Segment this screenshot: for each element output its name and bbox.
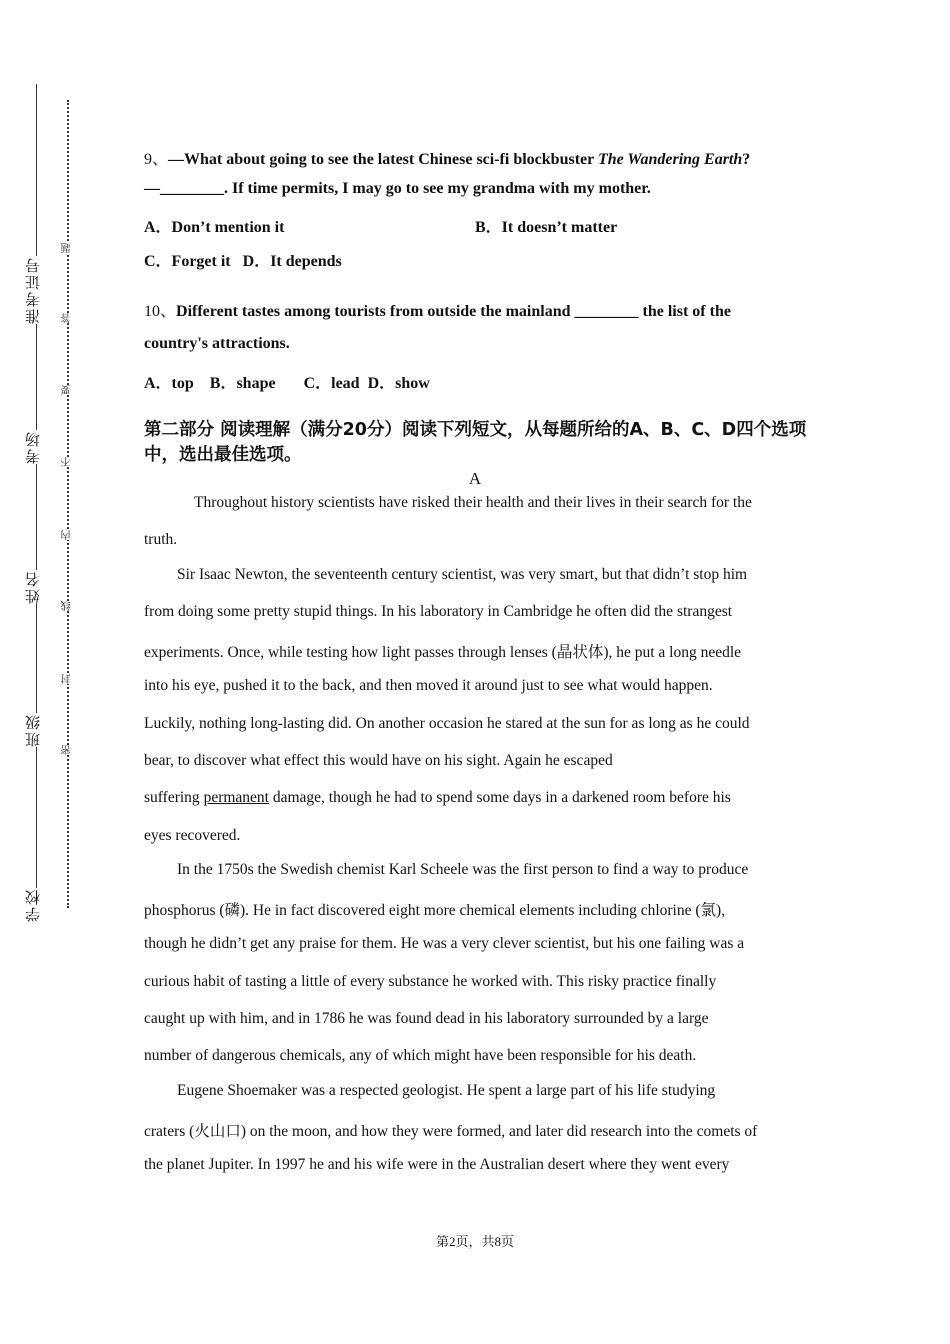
margin-label-class: 班级 xyxy=(20,713,46,747)
question-9-option-cd: C．Forget it D．It depends xyxy=(144,253,342,270)
seal-char: 题 xyxy=(60,243,76,253)
binding-outer-line xyxy=(36,84,37,919)
movie-title: The Wandering Earth xyxy=(597,151,743,168)
question-10-stem: 10、Different tastes among tourists from outside the mainland ________ the list of the xyxy=(144,303,731,320)
question-9-option-a: A．Don’t mention it xyxy=(144,219,285,236)
seal-dotted-line xyxy=(67,100,69,908)
question-9-stem: 9、—What about going to see the latest Chinese sci-fi blockbuster The Wandering Earth? xyxy=(144,151,751,168)
passage-line: Sir Isaac Newton, the seventeenth century scientist, was very smart, but that didn’t stop him xyxy=(177,566,748,583)
passage-line: number of dangerous chemicals, any of which might have been responsible for his death. xyxy=(144,1047,697,1064)
seal-char: 密 xyxy=(60,745,76,755)
section-title: 第二部分 阅读理解（满分20分）阅读下列短文，从每题所给的A、B、C、D四个选项中，选出最佳选项。 xyxy=(144,420,807,465)
question-10-options: A．top B．shape C．lead D．show xyxy=(144,375,430,392)
question-9-reply: —________. If time permits, I may go to see my grandma with my mother. xyxy=(144,180,651,197)
question-number: 9、 xyxy=(144,151,169,168)
passage-line: Throughout history scientists have risked their health and their lives in their search for the xyxy=(194,494,752,511)
margin-label-school: 学校 xyxy=(20,888,46,922)
margin-label-exam-room: 考场 xyxy=(20,430,46,464)
passage-line: Luckily, nothing long-lasting did. On another occasion he stared at the sun for as long as he could xyxy=(144,715,750,732)
seal-char: 要 xyxy=(60,385,76,395)
passage-line: phosphorus (磷). He in fact discovered eight more chemical elements including chlorine (氯), xyxy=(144,902,726,919)
question-number: 10、 xyxy=(144,303,177,320)
question-10-stem-cont: country's attractions. xyxy=(144,335,290,352)
passage-line: truth. xyxy=(144,531,178,548)
seal-char: 线 xyxy=(60,601,76,611)
passage-line: from doing some pretty stupid things. In his laboratory in Cambridge he often did the strangest xyxy=(144,603,733,620)
question-9-option-b: B．It doesn’t matter xyxy=(475,219,618,236)
margin-label-exam-id: 准考证号 xyxy=(20,256,46,324)
passage-line: though he didn’t get any praise for them. He was a very clever scientist, but his one failing was a xyxy=(144,935,745,952)
seal-char: 答 xyxy=(60,313,76,323)
passage-line: In the 1750s the Swedish chemist Karl Scheele was the first person to find a way to produce xyxy=(177,861,749,878)
passage-label: A xyxy=(468,469,482,488)
page-footer: 第2页，共8页 xyxy=(435,1234,514,1249)
passage-line: Eugene Shoemaker was a respected geologist. He spent a large part of his life studying xyxy=(177,1082,716,1099)
seal-char: 不 xyxy=(60,457,76,467)
passage-line: experiments. Once, while testing how light passes through lenses (晶状体), he put a long needle xyxy=(144,644,742,661)
passage-line: caught up with him, and in 1786 he was found dead in his laboratory surrounded by a large xyxy=(144,1010,709,1027)
seal-char: 内 xyxy=(60,530,76,540)
passage-line: the planet Jupiter. In 1997 he and his wife were in the Australian desert where they went every xyxy=(144,1156,730,1173)
passage-line: suffering permanent damage, though he had to spend some days in a darkened room before his xyxy=(144,789,731,806)
seal-char: 封 xyxy=(60,674,76,684)
margin-label-name: 姓名 xyxy=(20,570,46,604)
passage-line: into his eye, pushed it to the back, and then moved it around just to see what would happen. xyxy=(144,677,713,694)
passage-line: craters (火山口) on the moon, and how they were formed, and later did research into the comets of xyxy=(144,1123,758,1140)
passage-line: curious habit of tasting a little of every substance he worked with. This risky practice finally xyxy=(144,973,717,990)
underlined-word: permanent xyxy=(203,789,269,806)
passage-line: bear, to discover what effect this would have on his sight. Again he escaped xyxy=(144,752,613,769)
passage-line: eyes recovered. xyxy=(144,827,241,844)
